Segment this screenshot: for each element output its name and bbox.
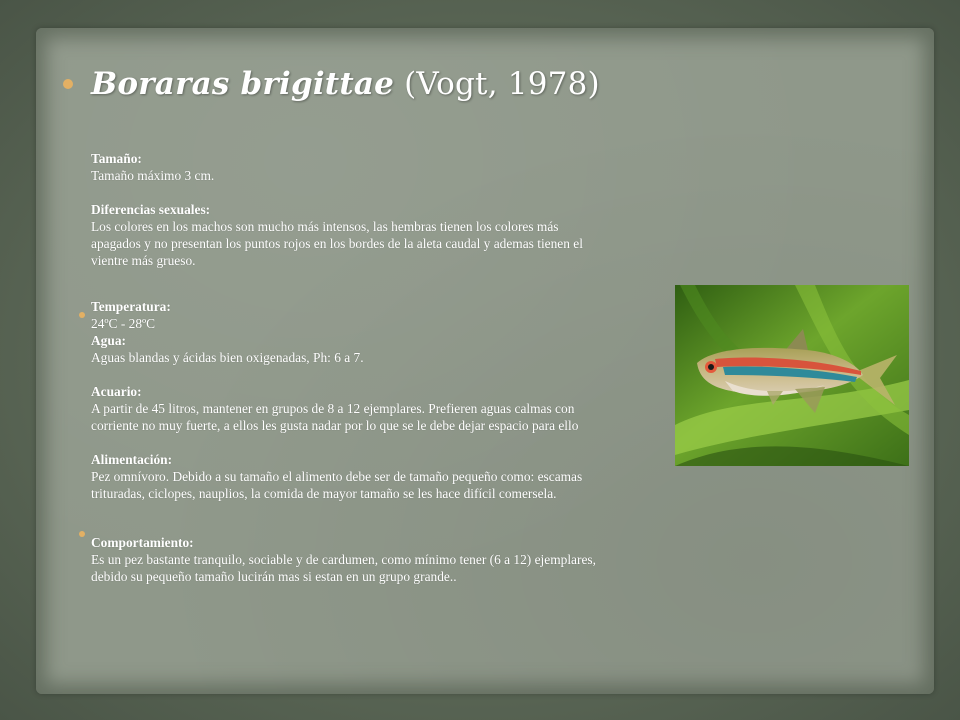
alimentacion-line: Pez omnívoro. Debido a su tamaño el alimento debe ser de tamaño pequeño como: escamas (91, 469, 583, 484)
diferencias-heading: Diferencias sexuales: (91, 202, 211, 217)
title-row (63, 66, 600, 102)
diferencias-line: apagados y no presentan los puntos rojos en los bordes de la aleta caudal y ademas tienen el (91, 236, 583, 251)
temperatura-heading: Temperatura: (91, 299, 171, 314)
diferencias-line: Los colores en los machos son mucho más intensos, las hembras tienen los colores más (91, 219, 559, 234)
alimentacion-line: trituradas, ciclopes, nauplios, la comida de mayor tamaño se les hace difícil comersela. (91, 486, 557, 501)
slide-title (91, 66, 600, 102)
comportamiento-line: Es un pez bastante tranquilo, sociable y de cardumen, como mínimo tener (6 a 12) ejemplares, (91, 552, 596, 567)
block-tamano (91, 150, 691, 269)
block-comportamiento (91, 534, 691, 585)
bullet-temperatura (79, 303, 85, 322)
alimentacion-heading: Alimentación: (91, 452, 173, 467)
fish-photo (675, 285, 909, 466)
diferencias-line: vientre más grueso. (91, 253, 196, 268)
acuario-heading: Acuario: (91, 384, 142, 399)
bullet-icon (79, 531, 85, 537)
species-author: (Vogt, 1978) (394, 66, 600, 102)
bullet-empty (79, 522, 85, 541)
tamano-heading: Tamaño: (91, 151, 142, 166)
species-name: Boraras brigittae (91, 66, 395, 102)
comportamiento-heading: Comportamiento: (91, 535, 194, 550)
agua-heading: Agua: (91, 333, 126, 348)
comportamiento-line: debido su pequeño tamaño lucirán mas si estan en un grupo grande.. (91, 569, 457, 584)
temperatura-text: 24ºC - 28ºC (91, 316, 156, 331)
block-parametros (91, 298, 691, 502)
acuario-line: corriente no muy fuerte, a ellos les gusta nadar por lo que se le debe dejar espacio para ello (91, 418, 579, 433)
bullet-icon (79, 312, 85, 318)
fish-illustration (675, 285, 909, 466)
bullet-icon (63, 79, 73, 89)
agua-text: Aguas blandas y ácidas bien oxigenadas, Ph: 6 a 7. (91, 350, 364, 365)
tamano-text: Tamaño máximo 3 cm. (91, 168, 215, 183)
acuario-line: A partir de 45 litros, mantener en grupos de 8 a 12 ejemplares. Prefieren aguas calmas con (91, 401, 575, 416)
